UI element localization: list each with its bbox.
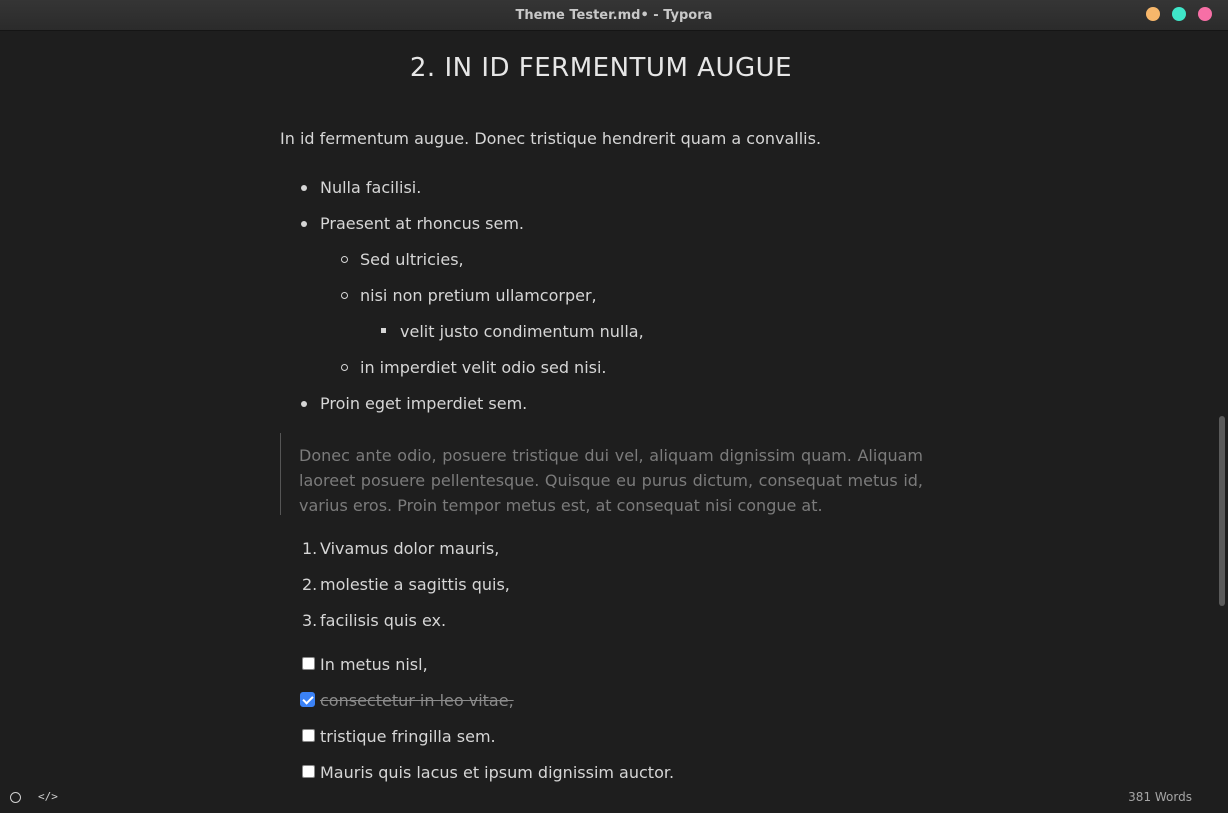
blockquote: [280, 433, 923, 515]
task-item: Mauris quis lacus et ipsum dignissim auctor.: [320, 763, 675, 782]
ordered-item: molestie a sagittis quis,: [320, 575, 510, 594]
list-item: Nulla facilisi.: [320, 178, 422, 197]
window-title: Theme Tester.md• - Typora: [515, 8, 713, 23]
list-item: velit justo condimentum nulla,: [400, 322, 644, 341]
task-item: tristique fringilla sem.: [320, 727, 496, 746]
vertical-scrollbar[interactable]: [1216, 31, 1228, 784]
outline-toggle-icon[interactable]: [10, 792, 21, 803]
task-item: In metus nisl,: [320, 655, 428, 674]
bullet-disc-icon: [301, 401, 307, 407]
scrollbar-thumb[interactable]: [1219, 416, 1225, 606]
bullet-square-icon: [381, 328, 386, 333]
task-checkbox[interactable]: [302, 657, 315, 670]
status-bar: [0, 784, 1228, 813]
task-checkbox-checked[interactable]: [300, 692, 315, 707]
bullet-disc-icon: [301, 185, 307, 191]
editor-area[interactable]: [0, 31, 1216, 784]
bullet-circle-icon: [341, 292, 348, 299]
bullet-disc-icon: [301, 221, 307, 227]
ordered-number: 1.: [302, 539, 318, 558]
list-item: Sed ultricies,: [360, 250, 464, 269]
bullet-circle-icon: [341, 256, 348, 263]
close-button[interactable]: [1198, 7, 1212, 21]
maximize-button[interactable]: [1172, 7, 1186, 21]
document-heading: 2. IN ID FERMENTUM AUGUE: [409, 53, 793, 83]
bullet-circle-icon: [341, 364, 348, 371]
list-item: nisi non pretium ullamcorper,: [360, 286, 597, 305]
ordered-number: 3.: [302, 611, 318, 630]
task-item-done: consectetur in leo vitae,: [320, 691, 514, 710]
ordered-item: facilisis quis ex.: [320, 611, 447, 630]
word-count[interactable]: 381 Words: [1128, 790, 1192, 804]
document-paragraph: In id fermentum augue. Donec tristique hendrerit quam a convallis.: [280, 129, 822, 148]
source-code-toggle-icon[interactable]: </>: [38, 790, 58, 803]
list-item: Proin eget imperdiet sem.: [320, 394, 528, 413]
blockquote-text: Donec ante odio, posuere tristique dui vel, aliquam dignissim quam. Aliquam laoreet posuere pellentesque. Quisque eu purus dictum, consequat metus id, varius eros. Proin tempor metus est, at consequat nisi congue at.: [299, 446, 923, 515]
ordered-number: 2.: [302, 575, 318, 594]
list-item: Praesent at rhoncus sem.: [320, 214, 525, 233]
title-bar: [0, 0, 1228, 31]
list-item: in imperdiet velit odio sed nisi.: [360, 358, 607, 377]
task-checkbox[interactable]: [302, 765, 315, 778]
minimize-button[interactable]: [1146, 7, 1160, 21]
ordered-item: Vivamus dolor mauris,: [320, 539, 500, 558]
task-checkbox[interactable]: [302, 729, 315, 742]
